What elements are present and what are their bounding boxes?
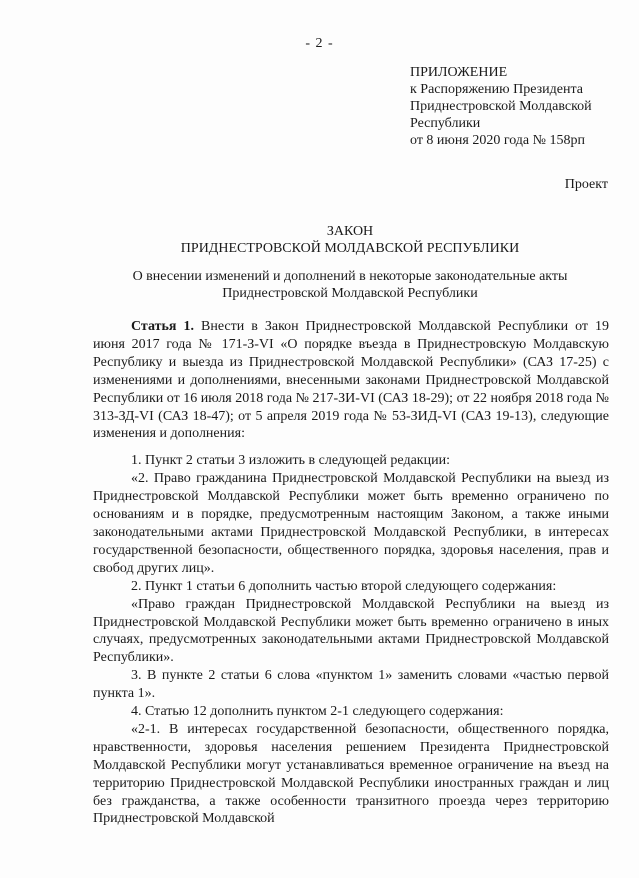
law-title: ЗАКОН (326, 224, 374, 239)
appendix-block (410, 64, 630, 149)
page-number: - 2 - (305, 36, 334, 51)
paragraph: 1. Пункт 2 статьи 3 изложить в следующей редакции: (131, 453, 450, 469)
appendix-line: ПРИЛОЖЕНИЕ (410, 65, 508, 80)
article-intro-text: Внести в Закон Приднестровской Молдавской Республики от 19 июня 2017 года № 171-З-VI «О порядке въезда в Приднестровскую Молдавскую Республику и выезда из Приднестровской Молдавской Республики» (САЗ 17-25) с изменениями и дополнениями, внесенными законами Приднестровской Молдавской Республики от 16 июля 2018 года № 217-ЗИ-VI (САЗ 18-29); от 22 ноября 2018 года № 313-ЗД-VI (САЗ 18-47); от 5 апреля 2019 года № 53-ЗИД-VI (САЗ 19-13), следующие изменения и дополнения: (93, 319, 610, 442)
appendix-line: Республики (410, 116, 481, 131)
law-heading (90, 223, 610, 257)
paragraph: 2. Пункт 1 статьи 6 дополнить частью второй следующего содержания: (131, 578, 557, 594)
appendix-line: от 8 июня 2020 года № 158рп (410, 133, 585, 148)
draft-label: Проект (564, 177, 608, 192)
appendix-line: Приднестровской Молдавской (410, 99, 592, 114)
article-label: Статья 1. (131, 319, 194, 334)
law-subject-line: Приднестровской Молдавской Республики (222, 286, 478, 301)
law-subject (60, 268, 639, 302)
law-body (93, 318, 609, 828)
paragraph: 3. В пункте 2 статьи 6 слова «пунктом 1» заменить словами «частью первой пункта 1». (93, 668, 609, 702)
law-subject-line: О внесении изменений и дополнений в некоторые законодательные акты (132, 269, 568, 284)
article-1-intro (93, 318, 609, 443)
paragraph: 4. Статью 12 дополнить пунктом 2-1 следующего содержания: (131, 704, 504, 720)
paragraph: «2-1. В интересах государственной безопасности, общественного порядка, нравственности, здоровья населения решением Президента Приднестровской Молдавской Республики могут устанавливаться временное ограничение на въезд на территорию Приднестровской Молдавской Республики иностранных граждан и лиц без гражданства, а также особенности транзитного проезда через территорию Приднестровской Молдавской (93, 721, 609, 827)
paragraph: «Право граждан Приднестровской Молдавской Республики на выезд из Приднестровской Молдавской Республики может быть временно ограничено в иных случаях, предусмотренных законодательными актами Приднестровской Молдавской Республики». (93, 596, 609, 666)
paragraph: «2. Право гражданина Приднестровской Молдавской Республики на выезд из Приднестровской Молдавской Республики может быть временно ограничено по основаниям и в порядке, предусмотренным настоящим Законом, а также иными законодательными актами Приднестровской Молдавской Республики, в интересах государственной безопасности, общественного порядка, здоровья населения, прав и свобод других лиц». (93, 471, 609, 576)
page-bottom-edge (0, 878, 639, 893)
law-republic: ПРИДНЕСТРОВСКОЙ МОЛДАВСКОЙ РЕСПУБЛИКИ (180, 241, 520, 256)
appendix-line: к Распоряжению Президента (410, 82, 583, 97)
